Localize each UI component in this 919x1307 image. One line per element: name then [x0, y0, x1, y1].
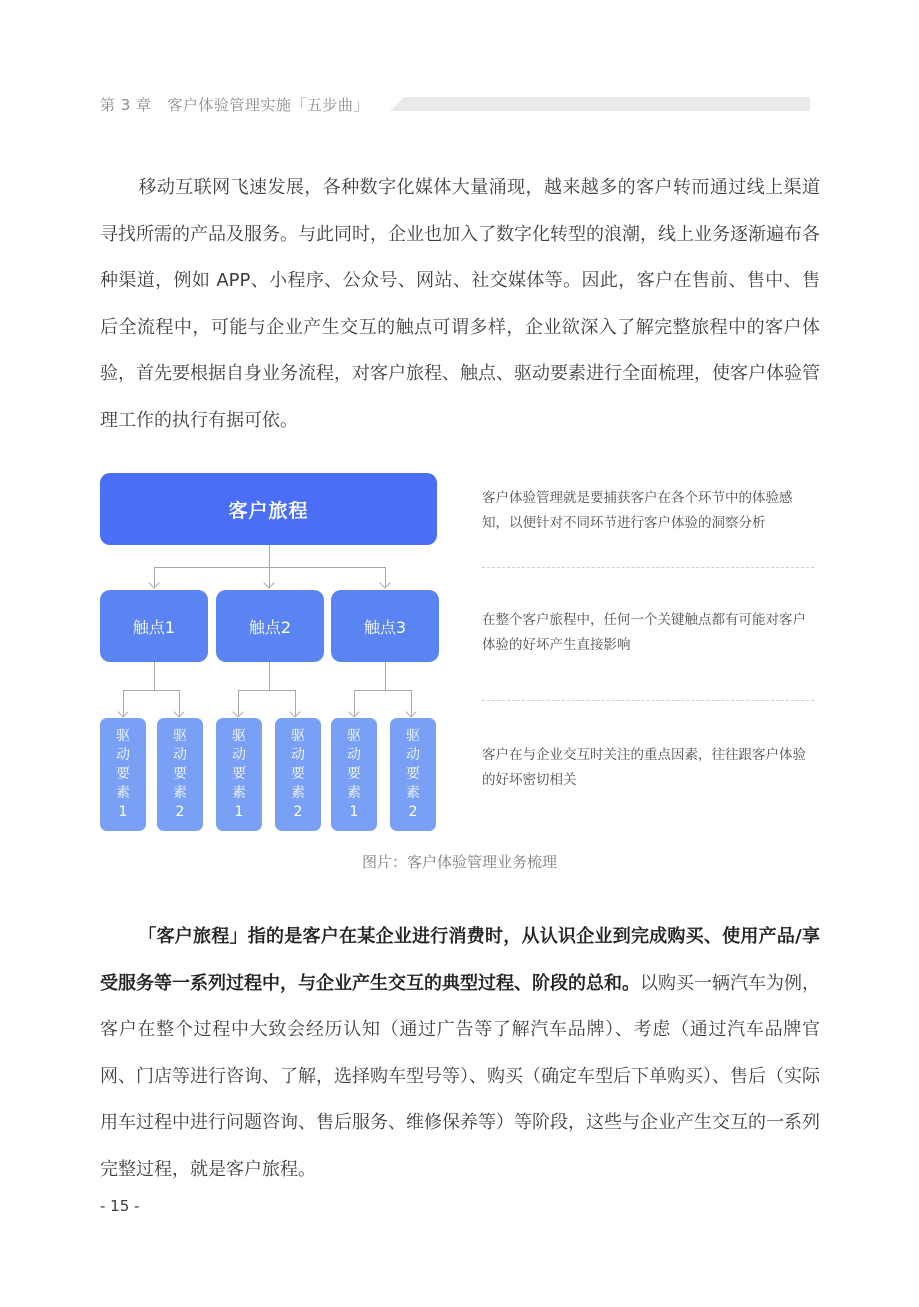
arrow-down-icon [348, 706, 359, 717]
chapter-title: 客户体验管理实施「五步曲」 [167, 96, 369, 114]
connector [238, 690, 296, 691]
connector [385, 567, 386, 588]
connector [154, 567, 386, 568]
note-divider [482, 567, 814, 568]
journey-definition-bold: 「客户旅程」指的是客户在某企业进行消费时，从认识企业到完成购买、使用产品/享受服务等一系列过程中，与企业产生交互的典型过程、阶段的总和。 [100, 926, 820, 994]
driver-node [275, 718, 321, 831]
page-header [100, 94, 820, 116]
driver-char: 要 [232, 766, 246, 782]
driver-char: 动 [291, 747, 305, 763]
connector [269, 567, 270, 588]
arrow-down-icon [289, 706, 300, 717]
driver-char: 驱 [291, 728, 305, 744]
driver-char: 驱 [406, 728, 420, 744]
journey-definition-paragraph [100, 914, 820, 1193]
driver-char: 1 [118, 804, 128, 820]
figure-caption-text: 图片：客户体验管理业务梳理 [361, 853, 557, 871]
connector [385, 662, 386, 690]
driver-char: 动 [173, 747, 187, 763]
driver-char: 素 [291, 785, 305, 801]
driver-char: 驱 [347, 728, 361, 744]
page-number: - 15 - [100, 1197, 140, 1215]
arrow-down-icon [117, 706, 128, 717]
driver-char: 1 [234, 804, 244, 820]
connector [354, 690, 355, 716]
driver-node [216, 718, 262, 831]
connector [269, 662, 270, 690]
driver-char: 要 [116, 766, 130, 782]
connector [123, 690, 124, 716]
connector [123, 690, 180, 691]
arrow-down-icon [173, 706, 184, 717]
driver-char: 素 [173, 785, 187, 801]
chapter-number: 第 3 章 [100, 96, 152, 114]
connector [411, 690, 412, 716]
driver-char: 素 [347, 785, 361, 801]
driver-char: 素 [116, 785, 130, 801]
note-divider [482, 700, 814, 701]
driver-char: 2 [293, 804, 303, 820]
driver-char: 素 [406, 785, 420, 801]
touchpoint-node-1 [100, 590, 208, 662]
root-node-customer-journey [100, 473, 437, 545]
driver-char: 要 [406, 766, 420, 782]
driver-node [331, 718, 377, 831]
driver-char: 素 [232, 785, 246, 801]
intro-paragraph-text: 移动互联网飞速发展，各种数字化媒体大量涌现，越来越多的客户转而通过线上渠道寻找所需的产品及服务。与此同时，企业也加入了数字化转型的浪潮，线上业务逐渐遍布各种渠道，例如 APP、小程序、公众号、网站、社交媒体等。因此，客户在售前、售中、售后全流程中，可能与企业产生交互的触点可谓多样，企业欲深入了解完整旅程中的客户体验，首先要根据自身业务流程，对客户旅程、触点、驱动要素进行全面梳理，使客户体验管理工作的执行有据可依。 [100, 177, 820, 431]
driver-char: 动 [232, 747, 246, 763]
note-touchpoint: 在整个客户旅程中，任何一个关键触点都有可能对客户体验的好坏产生直接影响 [482, 612, 806, 653]
connector [238, 690, 239, 716]
driver-node [157, 718, 203, 831]
chapter-heading [100, 94, 369, 115]
driver-char: 1 [349, 804, 359, 820]
arrow-down-icon [263, 577, 274, 588]
driver-char: 驱 [232, 728, 246, 744]
driver-char: 要 [291, 766, 305, 782]
touchpoint-node-2 [216, 590, 324, 662]
connector [295, 690, 296, 716]
touchpoint-label: 触点2 [248, 617, 292, 637]
connector [269, 545, 270, 567]
touchpoint-label: 触点3 [363, 617, 407, 637]
driver-char: 动 [116, 747, 130, 763]
connector [154, 662, 155, 690]
driver-char: 2 [175, 804, 185, 820]
journey-definition-example: 以购买一辆汽车为例，客户在整个过程中大致会经历认知（通过广告等了解汽车品牌）、考虑（通过汽车品牌官网、门店等进行咨询、了解，选择购车型号等）、购买（确定车型后下单购买）、售后（实际用车过程中进行问题咨询、售后服务、维修保养等）等阶段，这些与企业产生交互的一系列完整过程，就是客户旅程。 [100, 972, 820, 1180]
driver-node [100, 718, 146, 831]
connector [354, 690, 412, 691]
intro-paragraph [100, 165, 820, 444]
root-node-label: 客户旅程 [228, 499, 309, 522]
driver-char: 2 [408, 804, 418, 820]
arrow-down-icon [379, 577, 390, 588]
note-driver: 客户在与企业交互时关注的重点因素，往往跟客户体验的好坏密切相关 [482, 747, 806, 788]
touchpoint-label: 触点1 [132, 617, 176, 637]
header-decorative-bar [390, 97, 810, 111]
driver-char: 要 [173, 766, 187, 782]
touchpoint-node-3 [331, 590, 439, 662]
figure-caption [0, 851, 919, 872]
driver-char: 动 [347, 747, 361, 763]
arrow-down-icon [405, 706, 416, 717]
driver-char: 驱 [173, 728, 187, 744]
driver-char: 驱 [116, 728, 130, 744]
arrow-down-icon [148, 577, 159, 588]
note-journey: 客户体验管理就是要捕获客户在各个环节中的体验感知，以便针对不同环节进行客户体验的洞察分析 [482, 490, 793, 531]
driver-char: 动 [406, 747, 420, 763]
arrow-down-icon [232, 706, 243, 717]
driver-char: 要 [347, 766, 361, 782]
connector [154, 567, 155, 588]
connector [179, 690, 180, 716]
driver-node [390, 718, 436, 831]
